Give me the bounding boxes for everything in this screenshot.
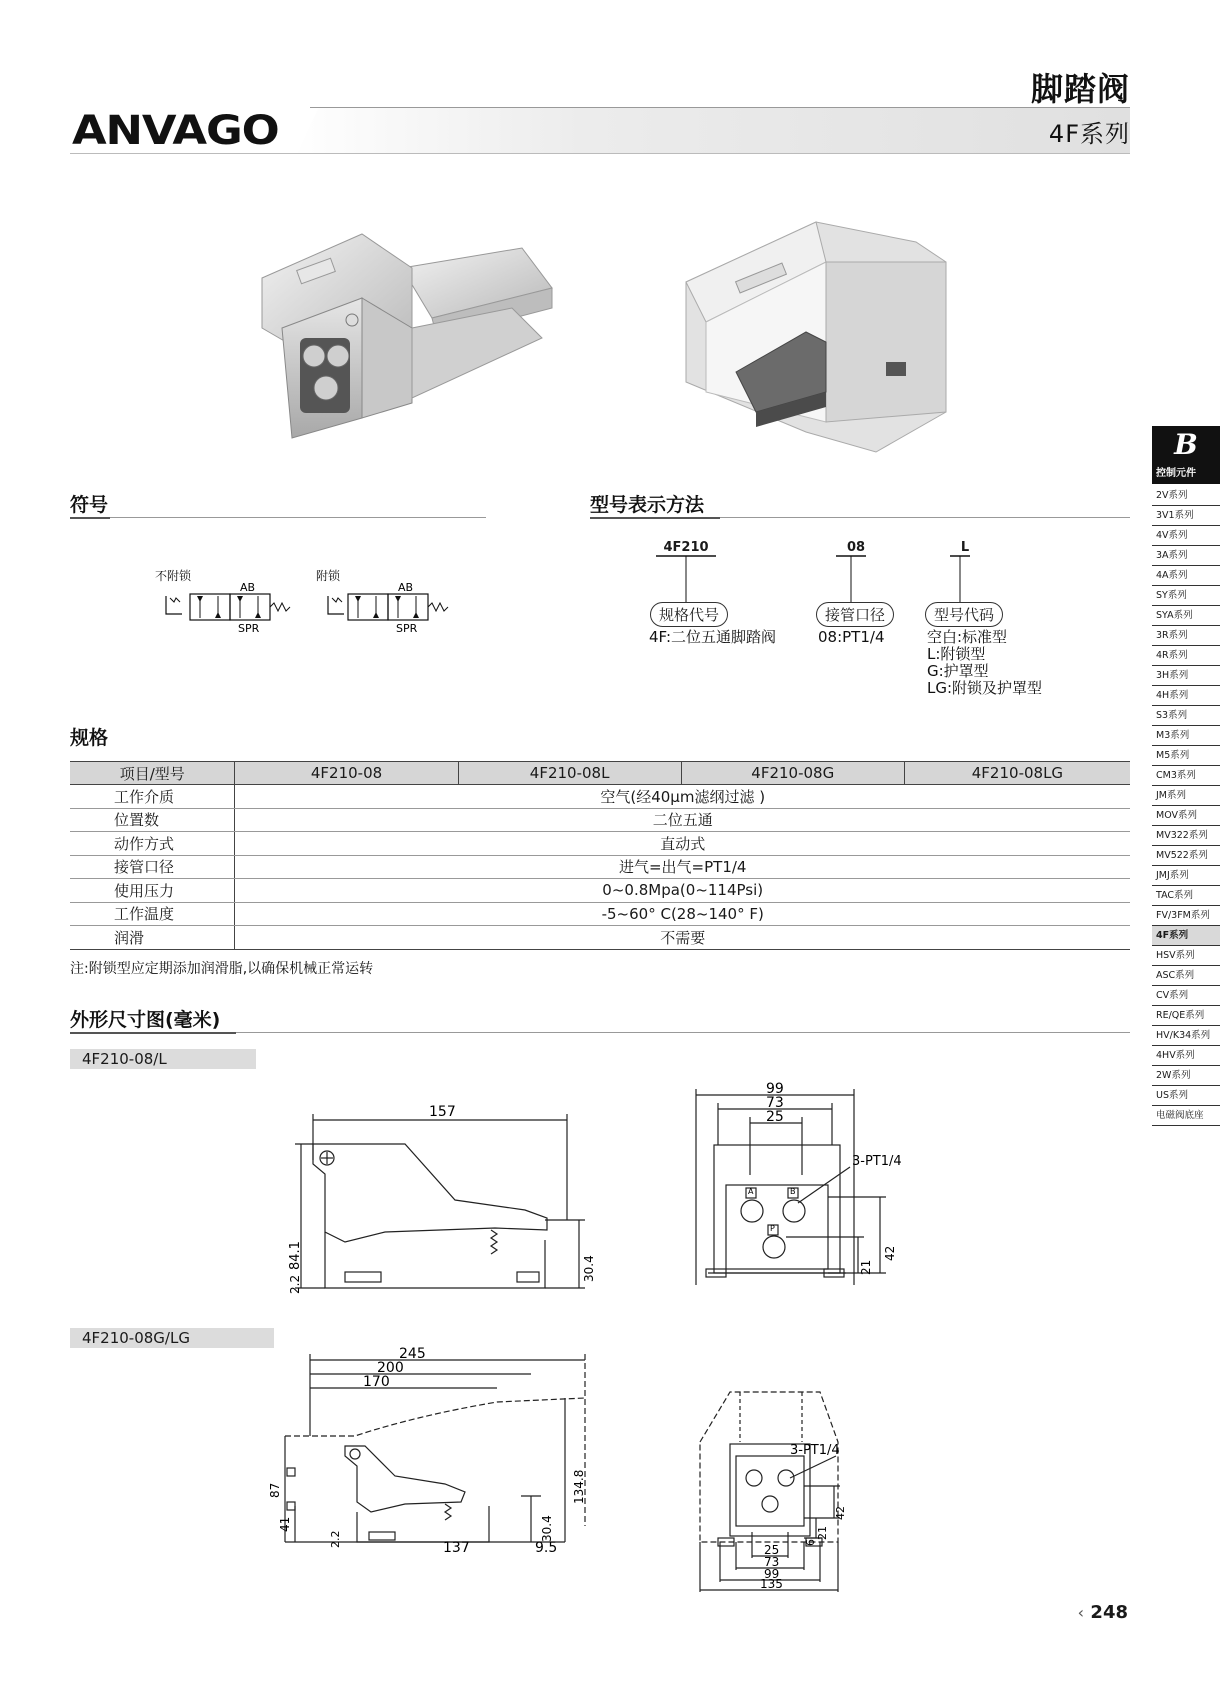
valve-symbol-unlocked <box>160 580 300 636</box>
svg-text:170: 170 <box>363 1374 390 1390</box>
svg-text:9.5: 9.5 <box>535 1540 558 1556</box>
spec-header-model: 4F210-08LG <box>904 762 1130 785</box>
sidebar-item[interactable]: 3A系列 <box>1152 546 1220 566</box>
spec-row-item: 接管口径 <box>70 855 235 879</box>
sidebar-item[interactable]: MV522系列 <box>1152 846 1220 866</box>
svg-text:245: 245 <box>399 1346 426 1362</box>
svg-text:99: 99 <box>766 1081 784 1097</box>
spec-row-item: 工作温度 <box>70 902 235 926</box>
sidebar-item[interactable]: CV系列 <box>1152 986 1220 1006</box>
sidebar-item[interactable]: 4HV系列 <box>1152 1046 1220 1066</box>
svg-text:25: 25 <box>766 1109 784 1125</box>
svg-text:21: 21 <box>859 1259 873 1275</box>
svg-text:B: B <box>790 1187 796 1196</box>
svg-text:P: P <box>770 1224 775 1233</box>
sidebar-category: 控制元件 <box>1152 464 1220 484</box>
page-number: 248 <box>1090 1602 1128 1623</box>
svg-text:87: 87 <box>268 1482 282 1498</box>
spec-row-value: 0~0.8Mpa(0~114Psi) <box>235 879 1130 903</box>
spec-row-item: 使用压力 <box>70 879 235 903</box>
svg-text:6: 6 <box>804 1539 817 1546</box>
svg-text:25: 25 <box>764 1543 780 1557</box>
model-code-connectors <box>640 556 1000 606</box>
svg-text:42: 42 <box>834 1506 847 1520</box>
svg-text:99: 99 <box>764 1567 780 1581</box>
model-code-desc-2: 08:PT1/4 <box>818 628 885 646</box>
svg-text:SPR: SPR <box>238 622 260 635</box>
sidebar-item[interactable]: 3H系列 <box>1152 666 1220 686</box>
sidebar-item[interactable]: 2V系列 <box>1152 486 1220 506</box>
spec-row-value: 进气=出气=PT1/4 <box>235 855 1130 879</box>
svg-text:30.4: 30.4 <box>582 1255 596 1282</box>
svg-text:41: 41 <box>278 1516 292 1532</box>
sidebar-item[interactable]: US系列 <box>1152 1086 1220 1106</box>
symbol-label-unlocked: 不附锁 <box>155 569 192 583</box>
spec-row-value: 不需要 <box>235 926 1130 950</box>
model-code-label-1: 规格代号 <box>650 602 728 627</box>
dimension-drawing-2-side <box>265 1346 595 1556</box>
spec-row-item: 润滑 <box>70 926 235 950</box>
symbol-label-locked: 附锁 <box>316 569 341 583</box>
svg-text:30.4: 30.4 <box>540 1515 554 1542</box>
spec-row-item: 位置数 <box>70 808 235 832</box>
section-letter: B <box>1152 426 1220 464</box>
sidebar-item[interactable]: TAC系列 <box>1152 886 1220 906</box>
spec-header-model: 4F210-08G <box>681 762 904 785</box>
svg-text:3-PT1/4: 3-PT1/4 <box>790 1443 840 1458</box>
svg-text:73: 73 <box>766 1095 784 1111</box>
svg-text:135: 135 <box>760 1577 783 1591</box>
svg-text:200: 200 <box>377 1360 404 1376</box>
svg-text:A: A <box>748 1187 754 1196</box>
sidebar-item[interactable]: M5系列 <box>1152 746 1220 766</box>
sidebar-item[interactable]: MOV系列 <box>1152 806 1220 826</box>
model-code-desc-3b: L:附锁型 <box>927 645 986 663</box>
table-row <box>70 879 1130 903</box>
table-row <box>70 926 1130 950</box>
valve-symbol-locked <box>322 580 462 636</box>
dimension-drawing-1-side <box>285 1100 615 1300</box>
model-code-label-3: 型号代码 <box>925 602 1003 627</box>
sidebar-item[interactable]: M3系列 <box>1152 726 1220 746</box>
svg-text:137: 137 <box>443 1540 470 1556</box>
svg-text:2.2: 2.2 <box>329 1530 342 1548</box>
spec-table <box>70 761 1130 950</box>
model-code-part-3: L <box>960 540 970 555</box>
model-code-desc-3d: LG:附锁及护罩型 <box>927 679 1043 697</box>
dimensions-rule <box>236 1032 1130 1033</box>
table-row <box>70 902 1130 926</box>
svg-text:157: 157 <box>429 1104 456 1120</box>
model-tag-2: 4F210-08G/LG <box>70 1328 274 1348</box>
spec-row-value: 二位五通 <box>235 808 1130 832</box>
sidebar-item[interactable]: 4R系列 <box>1152 646 1220 666</box>
model-code-desc-1: 4F:二位五通脚踏阀 <box>649 628 777 646</box>
page-prev-arrow: ‹ <box>1077 1603 1084 1622</box>
sidebar-item[interactable]: 3R系列 <box>1152 626 1220 646</box>
sidebar-item[interactable]: 4V系列 <box>1152 526 1220 546</box>
sidebar-item[interactable]: HV/K34系列 <box>1152 1026 1220 1046</box>
sidebar-item[interactable]: 4A系列 <box>1152 566 1220 586</box>
page-subtitle: 4F系列 <box>1048 120 1130 148</box>
dimensions-title-underline <box>70 1032 236 1034</box>
sidebar-item[interactable]: 电磁阀底座 <box>1152 1106 1220 1126</box>
sidebar-item[interactable]: S3系列 <box>1152 706 1220 726</box>
sidebar-item[interactable]: ASC系列 <box>1152 966 1220 986</box>
svg-text:134.8: 134.8 <box>572 1469 586 1504</box>
spec-row-value: -5~60° C(28~140° F) <box>235 902 1130 926</box>
table-row <box>70 808 1130 832</box>
sidebar-item[interactable]: JMJ系列 <box>1152 866 1220 886</box>
model-code-part-2: 08 <box>846 540 866 555</box>
spec-header-model: 4F210-08L <box>458 762 681 785</box>
sidebar-item[interactable]: CM3系列 <box>1152 766 1220 786</box>
sidebar-item[interactable]: JM系列 <box>1152 786 1220 806</box>
spec-header-row <box>70 762 1130 785</box>
sidebar-item[interactable]: SY系列 <box>1152 586 1220 606</box>
sidebar-item[interactable]: 4F系列 <box>1152 926 1220 946</box>
spec-row-item: 工作介质 <box>70 785 235 809</box>
spec-row-value: 空气(经40μm滤纲过滤 ) <box>235 785 1130 809</box>
product-photo-standard <box>262 228 582 458</box>
model-code-title-underline <box>590 517 720 519</box>
header-band <box>288 108 1130 153</box>
sidebar-item[interactable]: HSV系列 <box>1152 946 1220 966</box>
spec-row-item: 动作方式 <box>70 832 235 856</box>
svg-text:AB: AB <box>240 581 256 594</box>
svg-text:42: 42 <box>883 1245 897 1261</box>
svg-text:21: 21 <box>816 1526 829 1540</box>
model-code-label-2: 接管口径 <box>816 602 894 627</box>
spec-section-title: 规格 <box>70 727 109 749</box>
svg-text:2.2: 2.2 <box>288 1274 302 1294</box>
model-code-desc-3c: G:护罩型 <box>927 662 989 680</box>
svg-text:73: 73 <box>764 1555 780 1569</box>
model-tag-1: 4F210-08/L <box>70 1049 256 1069</box>
symbol-section-title: 符号 <box>70 494 109 516</box>
dimension-drawing-2-front <box>690 1382 930 1591</box>
dimensions-section-title: 外形尺寸图(毫米) <box>70 1009 221 1031</box>
spec-header-model: 4F210-08 <box>235 762 458 785</box>
product-photo-guarded <box>676 222 956 462</box>
dimension-drawing-1-front <box>690 1081 930 1295</box>
spec-note: 注:附锁型应定期添加润滑脂,以确保机械正常运转 <box>70 961 374 977</box>
symbol-rule <box>110 517 486 518</box>
model-code-part-1: 4F210 <box>663 540 709 555</box>
svg-text:84.1: 84.1 <box>288 1241 303 1270</box>
sidebar-item[interactable]: FV/3FM系列 <box>1152 906 1220 926</box>
table-row <box>70 785 1130 809</box>
sidebar-item[interactable]: RE/QE系列 <box>1152 1006 1220 1026</box>
sidebar-item[interactable]: 4H系列 <box>1152 686 1220 706</box>
svg-text:3-PT1/4: 3-PT1/4 <box>852 1154 902 1169</box>
spec-header-item: 项目/型号 <box>70 762 235 785</box>
sidebar-item[interactable]: 3V1系列 <box>1152 506 1220 526</box>
model-code-rule <box>720 517 1130 518</box>
sidebar-nav <box>1152 486 1220 1126</box>
model-code-desc-3a: 空白:标准型 <box>927 628 1008 646</box>
model-code-section-title: 型号表示方法 <box>590 494 705 516</box>
table-row <box>70 832 1130 856</box>
spec-row-value: 直动式 <box>235 832 1130 856</box>
svg-text:AB: AB <box>398 581 414 594</box>
page-title: 脚踏阀 <box>1030 70 1130 108</box>
sidebar-item[interactable]: SYA系列 <box>1152 606 1220 626</box>
symbol-title-underline <box>70 517 110 519</box>
table-row <box>70 855 1130 879</box>
brand-logo: ANVAGO <box>72 108 279 154</box>
sidebar-item[interactable]: 2W系列 <box>1152 1066 1220 1086</box>
svg-text:SPR: SPR <box>396 622 418 635</box>
sidebar-item[interactable]: MV322系列 <box>1152 826 1220 846</box>
